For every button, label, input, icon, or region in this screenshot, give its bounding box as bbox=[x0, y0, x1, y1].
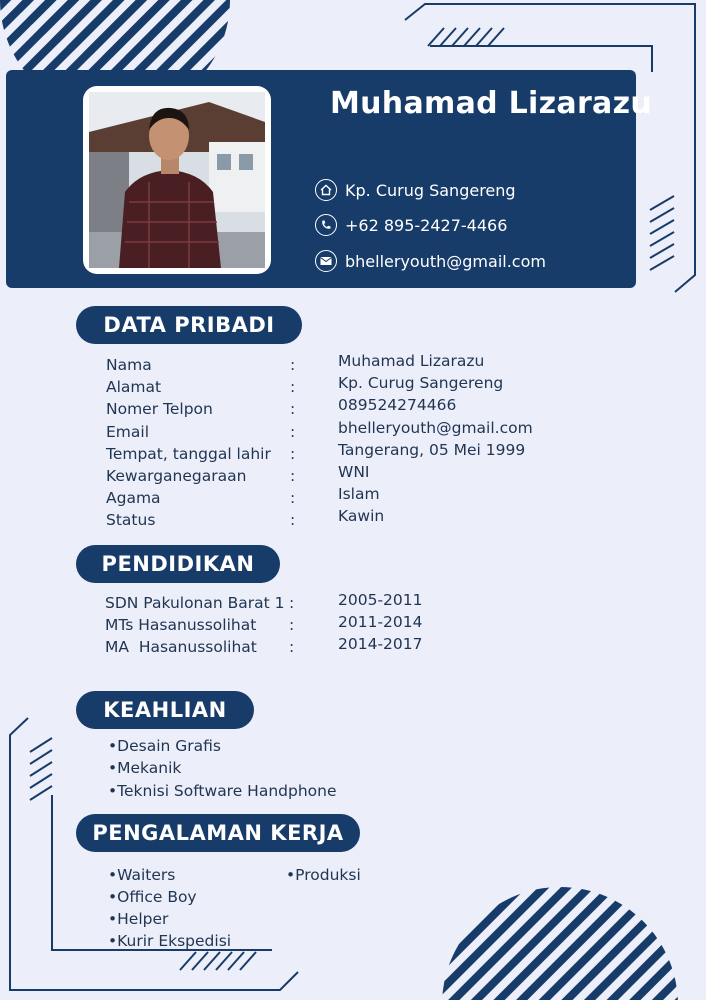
row-separator: : bbox=[290, 356, 296, 374]
row-separator: : bbox=[289, 638, 295, 656]
contact-email-text: bhelleryouth@gmail.com bbox=[345, 251, 546, 271]
row-value: WNI bbox=[338, 463, 370, 481]
edu-row bbox=[105, 635, 665, 660]
mail-icon bbox=[315, 250, 337, 272]
contact-phone-text: +62 895-2427-4466 bbox=[345, 215, 508, 235]
row-label: Status bbox=[106, 511, 156, 529]
contact-email bbox=[315, 248, 635, 274]
row-separator: : bbox=[290, 511, 296, 529]
row-label: Email bbox=[106, 423, 150, 441]
row-label: Tempat, tanggal lahir bbox=[106, 445, 271, 463]
row-value: Islam bbox=[338, 485, 380, 503]
contact-address bbox=[315, 177, 635, 203]
experience-item: •Produksi bbox=[286, 866, 361, 884]
experience-item: •Kurir Ekspedisi bbox=[108, 932, 232, 950]
experience-item: •Helper bbox=[108, 910, 169, 928]
header-name: Muhamad Lizarazu bbox=[330, 86, 652, 121]
experience-item: •Office Boy bbox=[108, 888, 197, 906]
home-icon bbox=[315, 179, 337, 201]
row-value: Tangerang, 05 Mei 1999 bbox=[338, 441, 526, 459]
section-title-keahlian: KEAHLIAN bbox=[76, 691, 254, 729]
striped-circle-bottom-right bbox=[442, 887, 678, 1000]
data-row-ttl bbox=[106, 441, 666, 467]
edu-years: 2011-2014 bbox=[338, 613, 423, 631]
contact-address-text: Kp. Curug Sangereng bbox=[345, 180, 516, 200]
row-value: Kp. Curug Sangereng bbox=[338, 374, 504, 392]
row-separator: : bbox=[290, 467, 296, 485]
section-title-pengalaman-kerja: PENGALAMAN KERJA bbox=[76, 814, 360, 852]
section-title-data-pribadi: DATA PRIBADI bbox=[76, 306, 302, 344]
edu-years: 2014-2017 bbox=[338, 635, 423, 653]
row-label: Agama bbox=[106, 489, 161, 507]
row-value: Muhamad Lizarazu bbox=[338, 352, 485, 370]
data-row-status bbox=[106, 507, 666, 533]
phone-icon bbox=[315, 214, 337, 236]
section-title-pendidikan: PENDIDIKAN bbox=[76, 545, 280, 583]
contact-phone bbox=[315, 212, 635, 238]
row-label: Kewarganegaraan bbox=[106, 467, 247, 485]
experience-item: •Waiters bbox=[108, 866, 176, 884]
row-separator: : bbox=[290, 445, 296, 463]
row-value: Kawin bbox=[338, 507, 385, 525]
edu-school: MTs Hasanussolihat bbox=[105, 616, 257, 634]
data-row-agama bbox=[106, 485, 666, 511]
skill-item: •Mekanik bbox=[108, 759, 182, 777]
row-label: Nomer Telpon bbox=[106, 400, 213, 418]
edu-years: 2005-2011 bbox=[338, 591, 423, 609]
data-row-kewarganegaraan bbox=[106, 463, 666, 489]
edu-school: SDN Pakulonan Barat 1 bbox=[105, 594, 285, 612]
row-separator: : bbox=[290, 378, 296, 396]
row-label: Alamat bbox=[106, 378, 162, 396]
row-separator: : bbox=[290, 423, 296, 441]
row-separator: : bbox=[290, 489, 296, 507]
row-value: bhelleryouth@gmail.com bbox=[338, 419, 533, 437]
row-value: 089524274466 bbox=[338, 396, 457, 414]
edu-school: MA Hasanussolihat bbox=[105, 638, 257, 656]
skill-item: •Desain Grafis bbox=[108, 737, 221, 755]
skill-item: •Teknisi Software Handphone bbox=[108, 782, 337, 800]
row-separator: : bbox=[290, 400, 296, 418]
row-label: Nama bbox=[106, 356, 152, 374]
row-separator: : bbox=[289, 594, 295, 612]
profile-photo bbox=[83, 86, 271, 274]
row-separator: : bbox=[289, 616, 295, 634]
